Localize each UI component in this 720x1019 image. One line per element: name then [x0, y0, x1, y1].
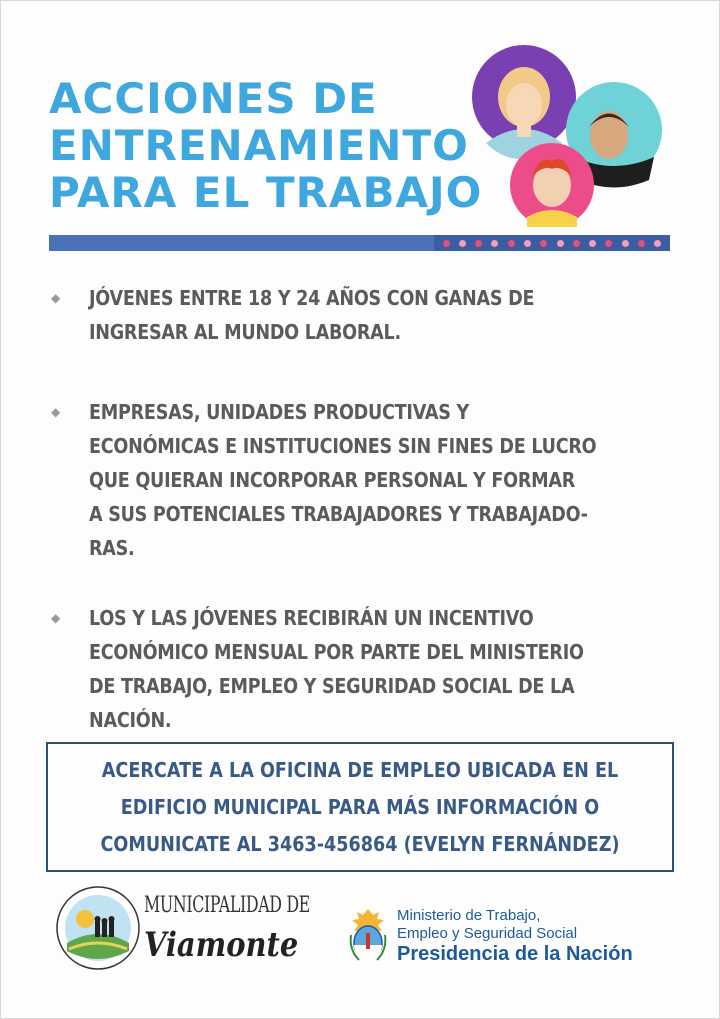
ministerio-line-2: Empleo y Seguridad Social [397, 925, 578, 942]
argentina-shield-icon [347, 905, 389, 963]
title-line-2: ENTRENAMIENTO [49, 121, 469, 170]
contact-info-box [46, 742, 674, 872]
muni-name-line-2: Viamonte [144, 925, 299, 965]
contact-info-text: ACERCATE A LA OFICINA DE EMPLEO UBICADA EN EL EDIFICIO MUNICIPAL PARA MÁS INFORMACIÓN O COMUNICATE AL 3463-456864 (EVELYN FERNÁNDEZ) [100, 757, 620, 856]
muni-name-line-1: MUNICIPALIDAD DE [144, 893, 310, 918]
bullet-diamond-icon: ◆ [51, 405, 61, 419]
people-avatars-illustration [459, 45, 679, 235]
avatar-woman-icon [472, 45, 576, 160]
bullet-diamond-icon: ◆ [51, 291, 61, 305]
ministerio-line-1: Ministerio de Trabajo, [397, 907, 541, 924]
avatar-boy-icon [510, 143, 594, 227]
flyer-title [49, 75, 482, 216]
bullet-text: EMPRESAS, UNIDADES PRODUCTIVAS Y ECONÓMICAS E INSTITUCIONES SIN FINES DE LUCRO QUE QUIERAN INCORPORAR PERSONAL Y FORMAR A SUS POTENCIALES TRABAJADORES Y TRABAJADO- RAS. [89, 400, 597, 560]
bullet-diamond-icon: ◆ [51, 611, 61, 625]
title-line-3: PARA EL TRABAJO [49, 168, 483, 217]
title-line-1: ACCIONES DE [49, 74, 378, 123]
municipalidad-viamonte-logo [55, 885, 141, 971]
presidencia-nacion: Presidencia de la Nación [397, 943, 633, 965]
bullet-text: LOS Y LAS JÓVENES RECIBIRÁN UN INCENTIVO ECONÓMICO MENSUAL POR PARTE DEL MINISTERIO DE TRABAJO, EMPLEO Y SEGURIDAD SOCIAL DE LA NACIÓN. [89, 606, 584, 732]
bullet-item [51, 281, 681, 349]
bullet-item [51, 395, 681, 565]
decorative-stripe [49, 235, 670, 251]
bullet-text: JÓVENES ENTRE 18 Y 24 AÑOS CON GANAS DE INGRESAR AL MUNDO LABORAL. [89, 286, 535, 344]
stripe-dots [434, 235, 670, 251]
bullet-item [51, 601, 681, 737]
